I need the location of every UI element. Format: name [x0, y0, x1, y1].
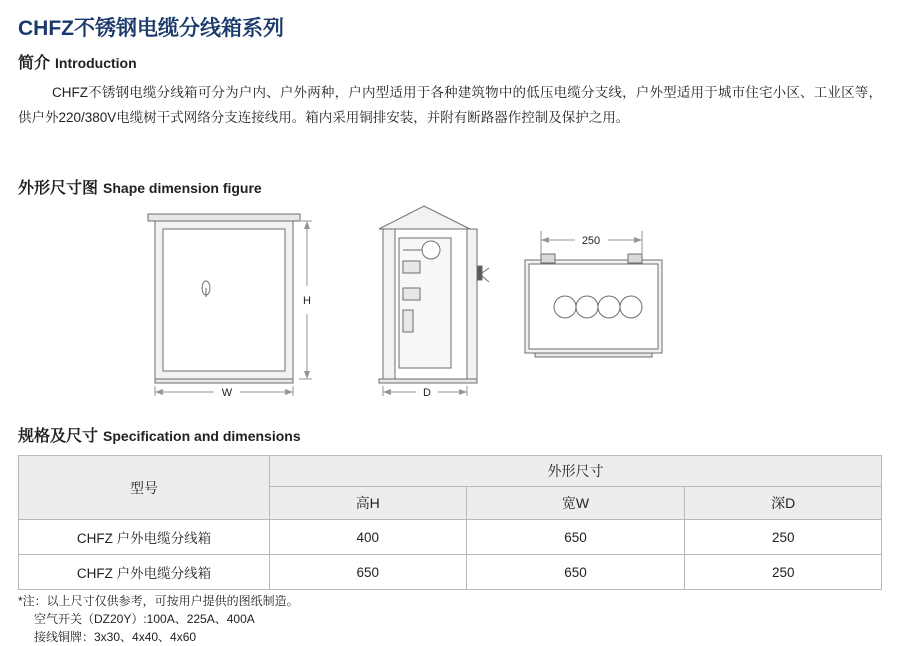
table-header-row-1 [19, 456, 882, 487]
cell-height: 650 [270, 555, 467, 590]
footnote-line-2: 空气开关（DZ20Y）:100A、225A、400A [34, 612, 255, 626]
section-heading-shape [18, 175, 262, 198]
section-heading-introduction-cn: 简介 [18, 55, 51, 72]
cell-depth: 250 [685, 520, 882, 555]
footnote-line-1: *注：以上尺寸仅供参考，可按用户提供的图纸制造。 [18, 594, 299, 608]
section-heading-introduction-en: Introduction [55, 55, 137, 71]
cell-height: 400 [270, 520, 467, 555]
table-header-depth: 深D [685, 487, 882, 520]
dimension-label-d: D [423, 387, 431, 399]
introduction-text: CHFZ不锈钢电缆分线箱可分为户内、户外两种，户内型适用于各种建筑物中的低压电缆分支线，户外型适用于城市住宅小区、工业区等，供户外220/380V电缆树干式网络分支连接线用。箱内采用铜排安装，并附有断路器作控制及保护之用。 [18, 85, 882, 125]
table-row [19, 555, 882, 590]
table-header-height: 高H [270, 487, 467, 520]
section-heading-specification-cn: 规格及尺寸 [18, 428, 99, 445]
table-body [19, 520, 882, 590]
footnotes [18, 592, 299, 646]
page-title: CHFZ不锈钢电缆分线箱系列 [18, 17, 284, 40]
table-header-model: 型号 [19, 456, 270, 520]
table-header [19, 456, 882, 520]
section-heading-specification-en: Specification and dimensions [103, 428, 301, 444]
section-heading-specification [18, 423, 301, 446]
footnote-line-3: 接线铜牌：3x30、4x40、4x60 [34, 630, 197, 644]
section-heading-shape-cn: 外形尺寸图 [18, 180, 99, 197]
table-header-group-dimensions: 外形尺寸 [270, 456, 882, 487]
table-row [19, 520, 882, 555]
introduction-paragraph [18, 80, 882, 130]
dimension-label-w: W [221, 387, 233, 399]
cell-depth: 250 [685, 555, 882, 590]
section-heading-introduction [18, 50, 137, 73]
section-heading-shape-en: Shape dimension figure [103, 180, 262, 196]
cell-width: 650 [466, 555, 685, 590]
specification-table [18, 455, 882, 590]
cell-model: CHFZ 户外电缆分线箱 [19, 520, 270, 555]
cell-model: CHFZ 户外电缆分线箱 [19, 555, 270, 590]
dimension-label-h: H [303, 295, 311, 307]
dimension-label-250: 250 [581, 235, 601, 247]
cell-width: 650 [466, 520, 685, 555]
shape-dimension-drawings [0, 198, 900, 413]
table-header-width: 宽W [466, 487, 685, 520]
